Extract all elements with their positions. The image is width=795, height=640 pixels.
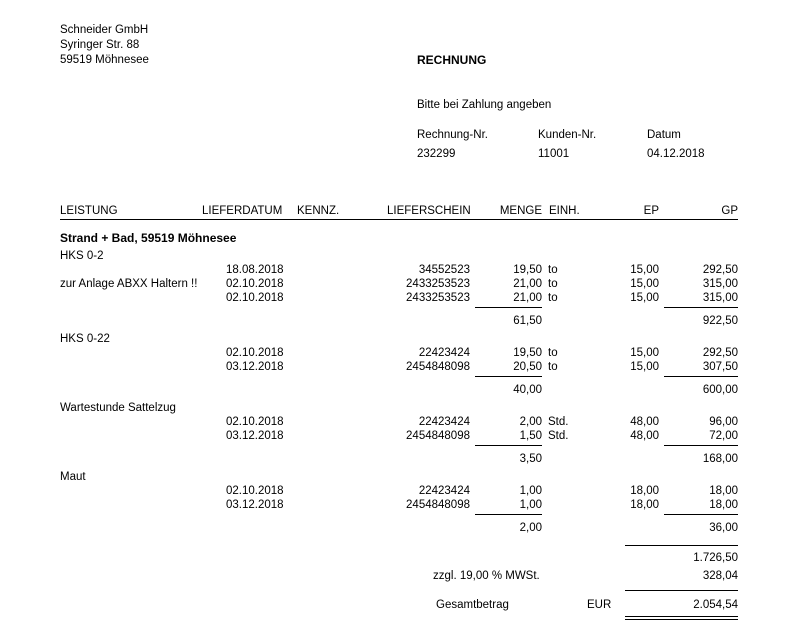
site-heading: Strand + Bad, 59519 Möhnesee <box>60 231 237 245</box>
group-qty-rule <box>475 514 542 515</box>
gross-label: Gesamtbetrag <box>436 599 509 611</box>
group-gp-rule <box>664 514 738 515</box>
row-total-price: 18,00 <box>709 485 738 497</box>
row-total-price: 307,50 <box>702 361 738 373</box>
group-sum-quantity: 2,00 <box>519 522 542 534</box>
group-sum-quantity: 40,00 <box>513 384 542 396</box>
row-unit-price: 15,00 <box>630 278 659 290</box>
row-unit: Std. <box>548 416 569 428</box>
row-delivery-date: 03.12.2018 <box>226 361 284 373</box>
row-quantity: 19,50 <box>513 347 542 359</box>
row-delivery-slip: 22423424 <box>418 347 470 359</box>
row-total-price: 18,00 <box>709 499 738 511</box>
row-total-price: 292,50 <box>702 264 738 276</box>
row-total-price: 315,00 <box>702 292 738 304</box>
group-qty-rule <box>475 307 542 308</box>
gross-double-rule-1 <box>625 616 738 617</box>
group-qty-rule <box>475 376 542 377</box>
header-lieferdatum: LIEFERDATUM <box>202 205 283 217</box>
row-delivery-date: 02.10.2018 <box>226 347 284 359</box>
currency: EUR <box>587 599 612 611</box>
row-delivery-slip: 2433253523 <box>406 292 470 304</box>
group-qty-rule <box>475 445 542 446</box>
row-unit-price: 15,00 <box>630 361 659 373</box>
row-note: zur Anlage ABXX Haltern !! <box>60 278 198 290</box>
row-quantity: 1,00 <box>519 485 542 497</box>
row-total-price: 315,00 <box>702 278 738 290</box>
row-delivery-slip: 22423424 <box>418 416 470 428</box>
row-quantity: 1,00 <box>519 499 542 511</box>
row-unit-price: 18,00 <box>630 499 659 511</box>
header-gp: GP <box>721 205 738 217</box>
row-quantity: 19,50 <box>513 264 542 276</box>
row-delivery-slip: 2454848098 <box>406 499 470 511</box>
header-rule <box>60 219 738 220</box>
row-delivery-slip: 2454848098 <box>406 361 470 373</box>
row-quantity: 21,00 <box>513 278 542 290</box>
row-delivery-date: 18.08.2018 <box>226 264 284 276</box>
row-unit-price: 15,00 <box>630 347 659 359</box>
row-unit-price: 15,00 <box>630 264 659 276</box>
row-unit: to <box>548 347 558 359</box>
group-title: Maut <box>60 471 86 483</box>
gross-double-rule-2 <box>625 619 738 620</box>
row-delivery-date: 02.10.2018 <box>226 292 284 304</box>
group-gp-rule <box>664 376 738 377</box>
header-leistung: LEISTUNG <box>60 205 118 217</box>
row-delivery-slip: 22423424 <box>418 485 470 497</box>
group-title: Wartestunde Sattelzug <box>60 402 176 414</box>
row-quantity: 2,00 <box>519 416 542 428</box>
invoice-number-label: Rechnung-Nr. <box>417 129 488 141</box>
row-unit-price: 18,00 <box>630 485 659 497</box>
sender-street: Syringer Str. 88 <box>60 39 140 51</box>
vat-label: zzgl. 19,00 % MWSt. <box>433 570 540 582</box>
invoice-title: RECHNUNG <box>417 53 487 67</box>
row-delivery-slip: 34552523 <box>418 264 470 276</box>
customer-number-label: Kunden-Nr. <box>538 129 597 141</box>
row-quantity: 20,50 <box>513 361 542 373</box>
vat-amount: 328,04 <box>702 570 738 582</box>
header-lieferschein: LIEFERSCHEIN <box>387 205 471 217</box>
row-quantity: 21,00 <box>513 292 542 304</box>
sender-name: Schneider GmbH <box>60 24 149 36</box>
header-ep: EP <box>643 205 659 217</box>
customer-number: 11001 <box>538 148 570 160</box>
row-unit: Std. <box>548 430 569 442</box>
row-delivery-slip: 2433253523 <box>406 278 470 290</box>
row-delivery-date: 02.10.2018 <box>226 278 284 290</box>
payment-notice: Bitte bei Zahlung angeben <box>417 99 552 111</box>
row-delivery-date: 02.10.2018 <box>226 416 284 428</box>
row-unit-price: 15,00 <box>630 292 659 304</box>
row-unit: to <box>548 292 558 304</box>
row-delivery-date: 02.10.2018 <box>226 485 284 497</box>
group-sum-quantity: 61,50 <box>513 315 542 327</box>
group-sum-total: 600,00 <box>702 384 738 396</box>
group-gp-rule <box>664 445 738 446</box>
row-delivery-slip: 2454848098 <box>406 430 470 442</box>
row-total-price: 96,00 <box>709 416 738 428</box>
invoice-date: 04.12.2018 <box>647 148 705 160</box>
group-title: HKS 0-2 <box>60 250 104 262</box>
row-quantity: 1,50 <box>519 430 542 442</box>
group-sum-total: 36,00 <box>709 522 738 534</box>
row-total-price: 292,50 <box>702 347 738 359</box>
gross-total: 2.054,54 <box>693 599 738 611</box>
group-sum-total: 168,00 <box>702 453 738 465</box>
invoice-number: 232299 <box>417 148 456 160</box>
group-title: HKS 0-22 <box>60 333 110 345</box>
row-delivery-date: 03.12.2018 <box>226 430 284 442</box>
date-label: Datum <box>647 129 681 141</box>
row-total-price: 72,00 <box>709 430 738 442</box>
row-unit-price: 48,00 <box>630 430 659 442</box>
group-gp-rule <box>664 307 738 308</box>
row-unit-price: 48,00 <box>630 416 659 428</box>
group-sum-total: 922,50 <box>702 315 738 327</box>
gross-rule <box>625 590 738 591</box>
row-unit: to <box>548 361 558 373</box>
header-einh: EINH. <box>549 205 580 217</box>
group-sum-quantity: 3,50 <box>519 453 542 465</box>
row-delivery-date: 03.12.2018 <box>226 499 284 511</box>
net-rule <box>625 545 738 546</box>
header-kennz: KENNZ. <box>297 205 340 217</box>
sender-city: 59519 Möhnesee <box>60 54 149 66</box>
header-menge: MENGE <box>499 205 542 217</box>
row-unit: to <box>548 278 558 290</box>
row-unit: to <box>548 264 558 276</box>
net-total: 1.726,50 <box>693 552 738 564</box>
